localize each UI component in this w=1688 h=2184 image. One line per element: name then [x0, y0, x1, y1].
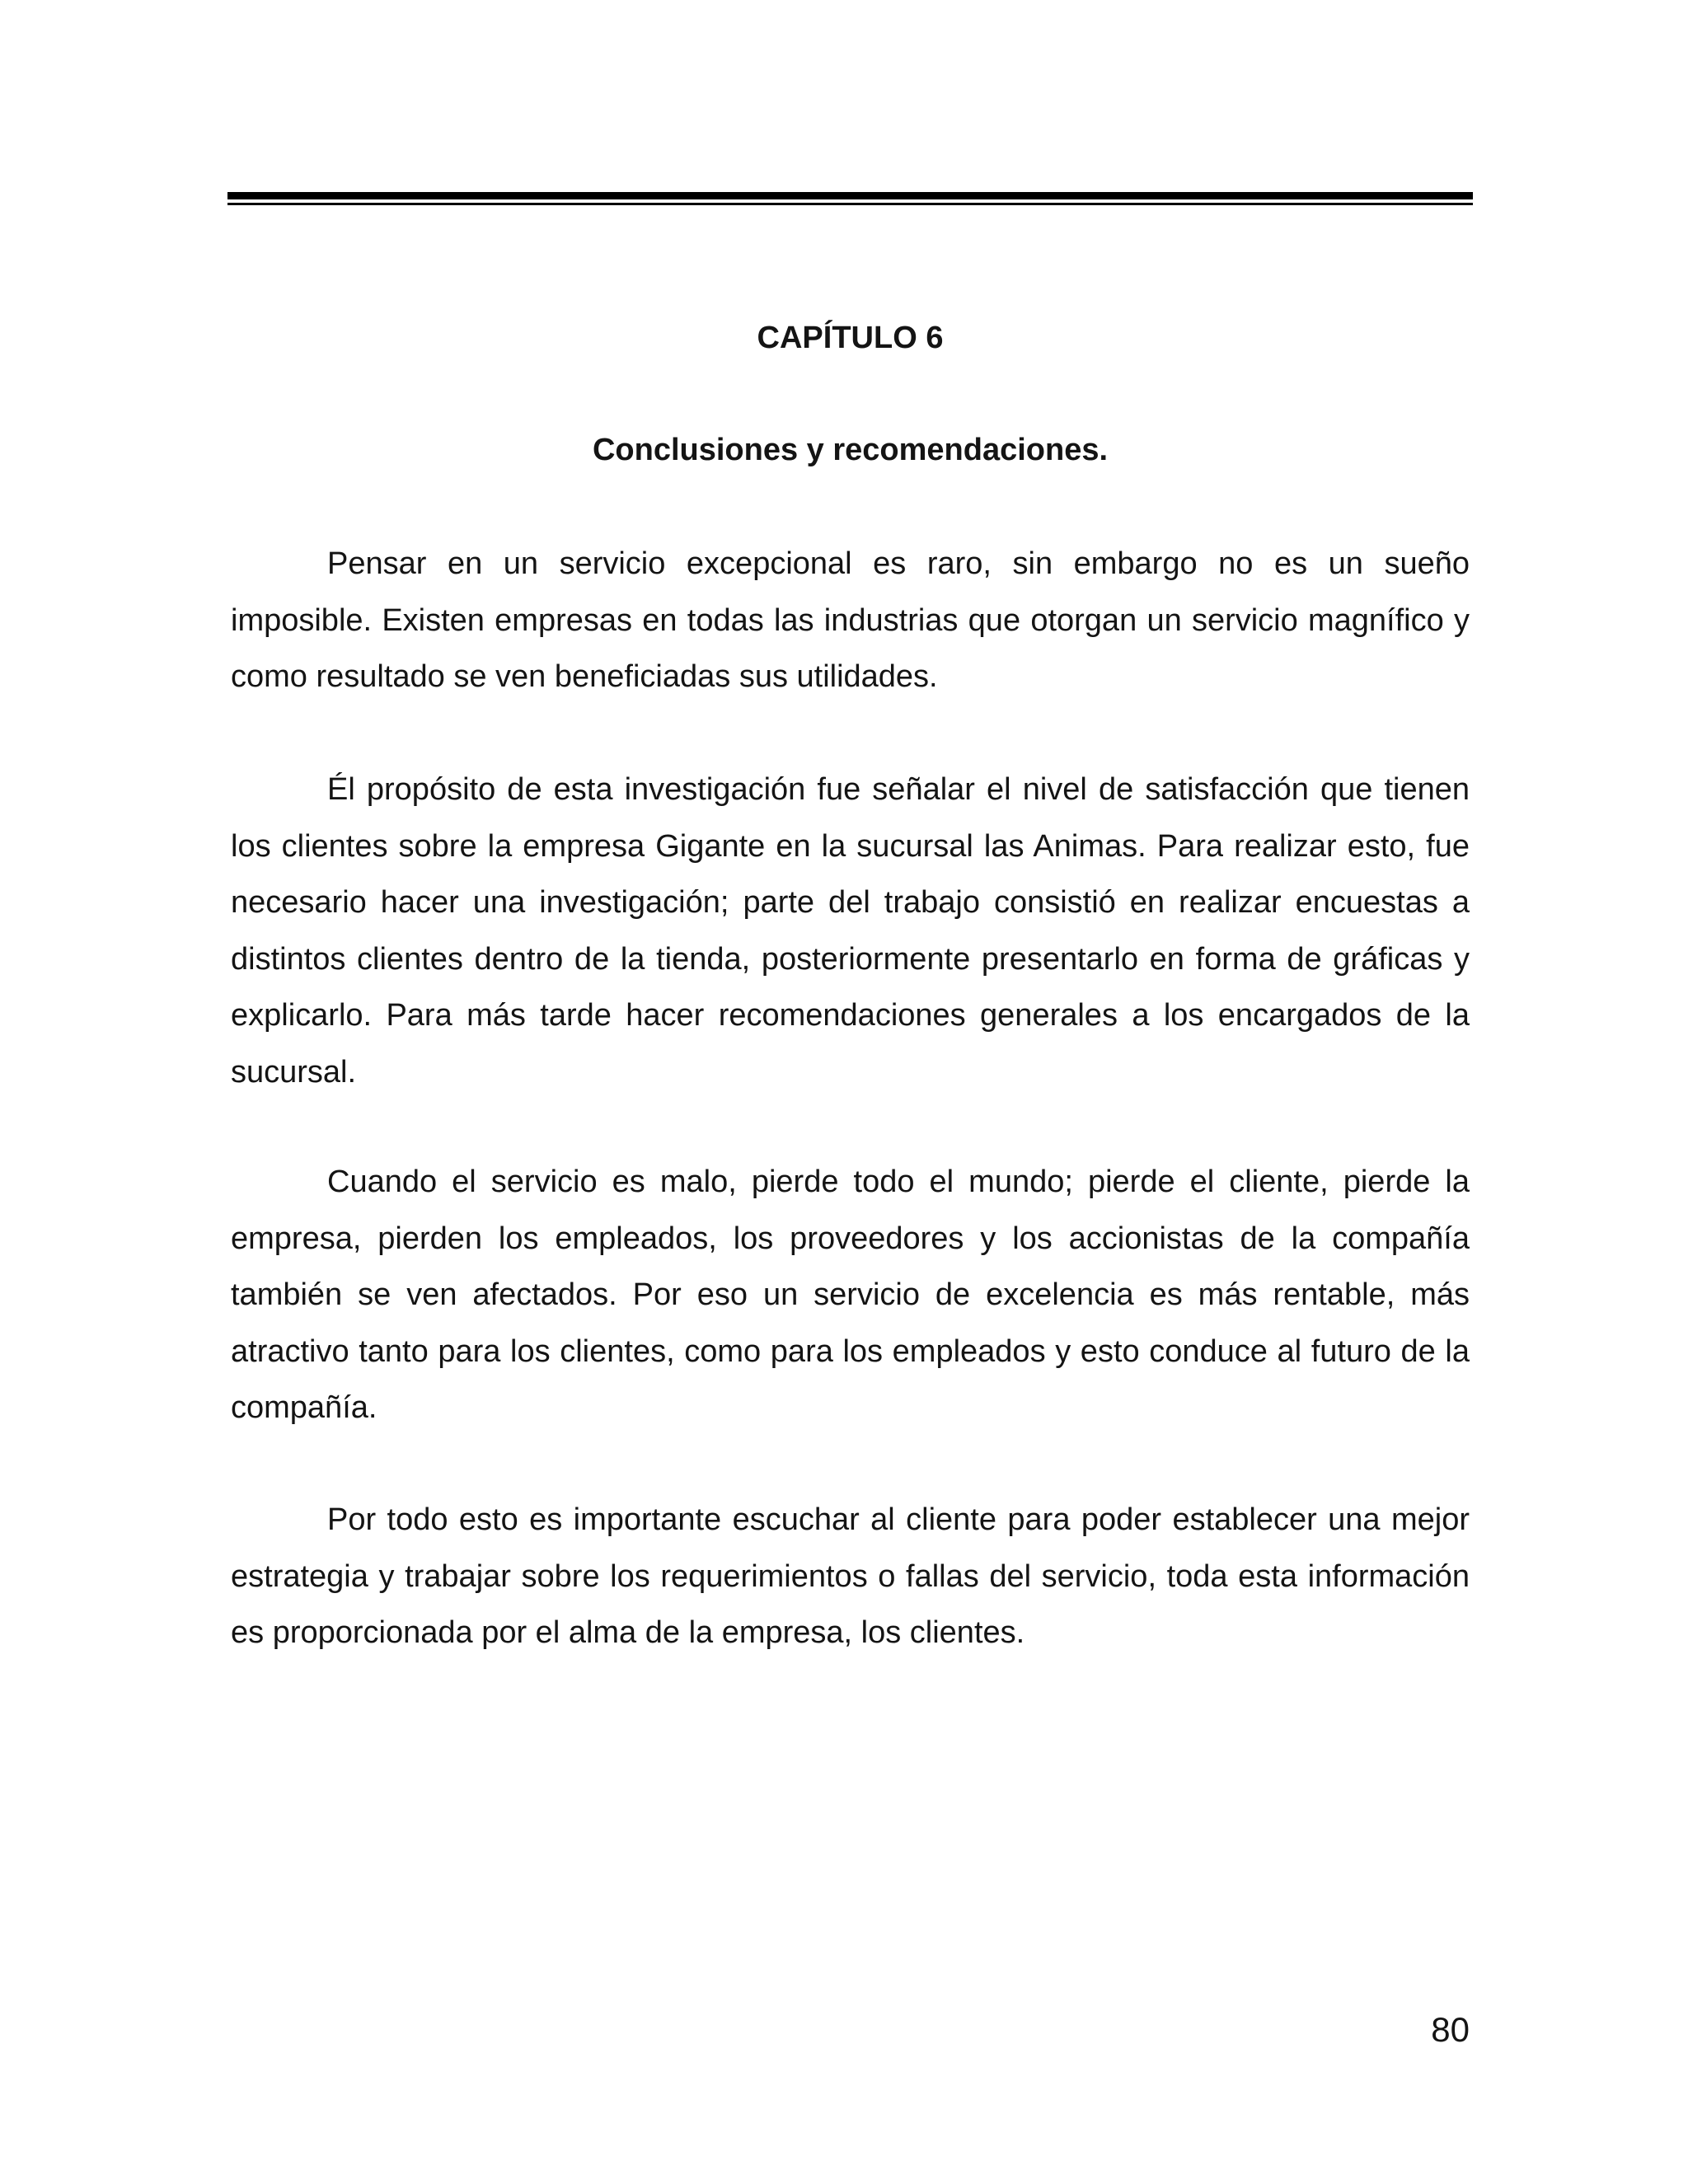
header-rule-thin: [227, 203, 1473, 205]
page-number: 80: [1431, 2010, 1470, 2049]
section-title: Conclusiones y recomendaciones.: [592, 433, 1109, 467]
header-rule-thick: [227, 192, 1473, 199]
paragraph-2: Él propósito de esta investigación fue señalar el nivel de satisfacción que tienen los clientes sobre la empresa Gigante en la sucursal las Animas. Para realizar esto, fue necesario hacer una investigación; parte del trabajo consistió en realizar encuestas a distintos clientes dentro de la tienda, posteriormente presentarlo en forma de gráficas y explicarlo. Para más tarde hacer recomendaciones generales a los encargados de la sucursal.: [231, 772, 1470, 1090]
paragraph-4: Por todo esto es importante escuchar al cliente para poder establecer una mejor estrategia y trabajar sobre los requerimientos o fallas del servicio, toda esta información es proporcionada por el alma de la empresa, los clientes.: [231, 1502, 1470, 1650]
paragraph-1: Pensar en un servicio excepcional es raro, sin embargo no es un sueño imposible. Existen empresas en todas las industrias que otorgan un servicio magnífico y como resultado se ven beneficiadas sus utilidades.: [231, 546, 1470, 694]
chapter-title: CAPÍTULO 6: [757, 321, 944, 355]
paragraph-3: Cuando el servicio es malo, pierde todo el mundo; pierde el cliente, pierde la empresa, pierden los empleados, los proveedores y los accionistas de la compañía también se ven afectados. Por eso un servicio de excelencia es más rentable, más atractivo tanto para los clientes, como para los empleados y esto conduce al futuro de la compañía.: [231, 1165, 1470, 1425]
